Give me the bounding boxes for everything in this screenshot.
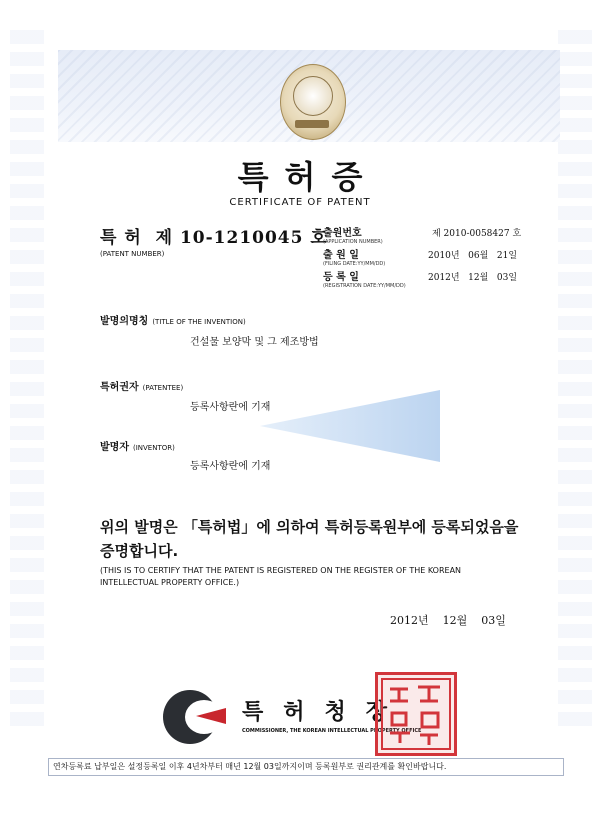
inventor-label: 발명자 (INVENTOR)	[100, 442, 175, 453]
label-en: (REGISTRATION DATE:YY/MM/DD)	[323, 283, 406, 289]
invention-title-label: 발명의명칭 (TITLE OF THE INVENTION)	[100, 316, 246, 327]
emblem-band	[295, 120, 329, 128]
certification-text: 위의 발명은 「특허법」에 의하여 특허등록원부에 등록되었음을 증명합니다.	[100, 518, 519, 560]
security-border-left	[10, 30, 44, 730]
patentee-value: 등록사항란에 기재	[190, 402, 271, 413]
application-number-value: 제 2010-0058427 호	[432, 229, 522, 239]
filing-date-value: 2010년 06월 21일	[428, 251, 518, 261]
application-number-label	[323, 224, 383, 245]
label-en: (FILING DATE:YY/MM/DD)	[323, 261, 386, 267]
patent-number-en: (PATENT NUMBER)	[100, 250, 165, 258]
certificate-title: 특허증	[237, 158, 379, 196]
label-ko: 출원번호	[323, 228, 362, 239]
patent-number	[100, 223, 328, 248]
decorative-triangle	[260, 390, 440, 462]
label-ko: 등 록 일	[323, 272, 359, 283]
footer-note: 연차등록료 납부일은 설정등록일 이후 4년차부터 매년 12월 03일까지이며 등록원부로 권리관계를 확인바랍니다.	[48, 758, 564, 776]
inventor-value: 등록사항란에 기재	[190, 461, 271, 472]
certificate-title-en: CERTIFICATE OF PATENT	[229, 197, 371, 208]
seal-icon	[378, 675, 454, 753]
patent-number-label: 특 허 제	[100, 228, 174, 248]
label-en: (APPLICATION NUMBER)	[323, 239, 383, 245]
emblem-center	[293, 76, 333, 116]
label-ko: 출 원 일	[323, 250, 359, 261]
certification-text-en: (THIS IS TO CERTIFY THAT THE PATENT IS REGISTERED ON THE REGISTER OF THE KOREAN INTELLECTUAL PROPERTY OFFICE.)	[100, 566, 462, 587]
issue-date: 2012년 12월 03일	[390, 614, 506, 627]
agency-name-en: COMMISSIONER, THE KOREAN INTELLECTUAL PROPERTY OFFICE	[242, 728, 422, 734]
patent-number-value: 10-1210045	[179, 228, 304, 248]
agency-name: 특허청장	[242, 700, 408, 725]
security-border-right	[558, 30, 592, 730]
patent-number-suffix: 호	[310, 228, 328, 248]
registration-date-value: 2012년 12월 03일	[428, 273, 518, 283]
patentee-label: 특허권자 (PATENTEE)	[100, 382, 184, 393]
official-seal	[375, 672, 457, 756]
registration-date-label	[323, 268, 406, 289]
invention-title-value: 건설물 보양막 및 그 제조방법	[190, 337, 319, 348]
filing-date-label	[323, 246, 385, 267]
